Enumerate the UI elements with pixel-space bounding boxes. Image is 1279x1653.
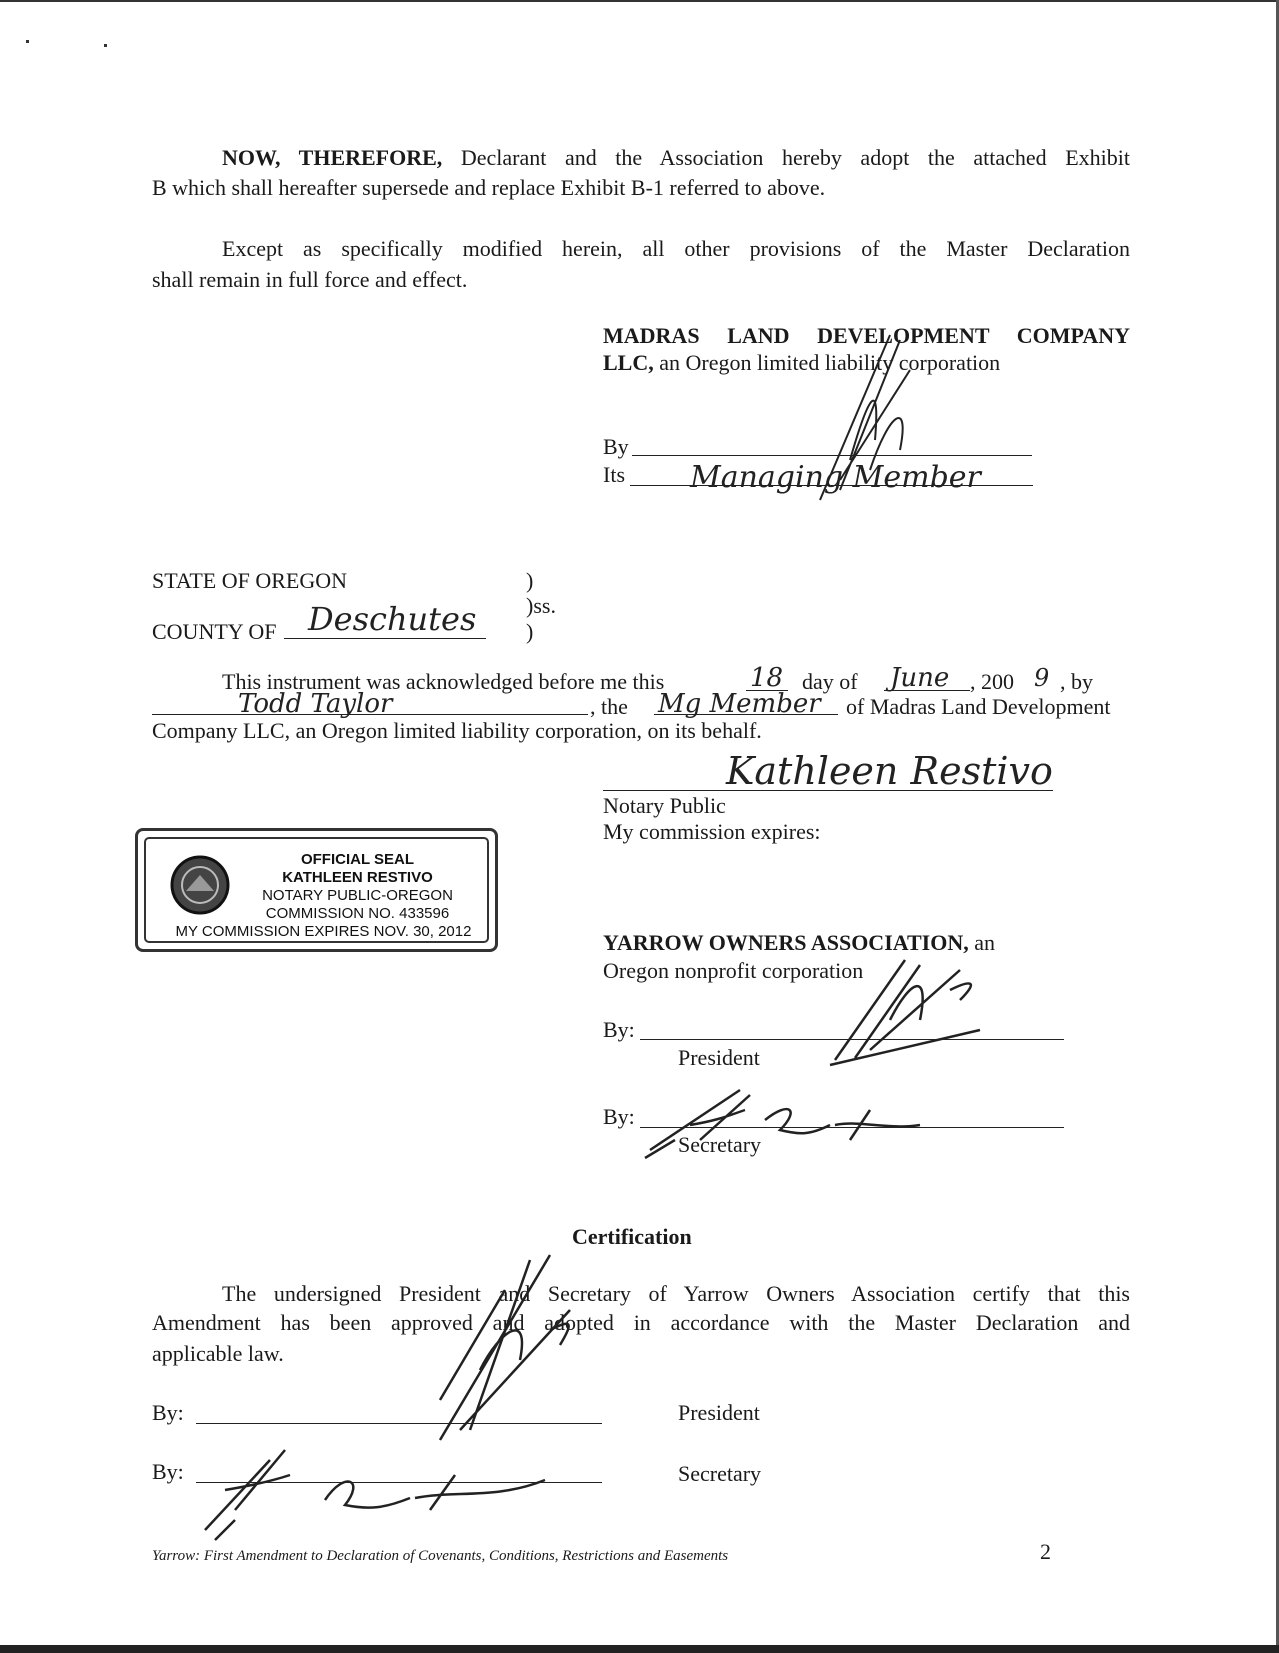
yarrow-secretary-label: Secretary — [678, 1132, 762, 1157]
ack-year-prefix: , 200 — [970, 669, 1014, 694]
yarrow-by-1: By: — [603, 1017, 635, 1042]
ack-year-digit: 9 — [1034, 664, 1050, 692]
certification-by-1: By: — [152, 1400, 184, 1425]
certification-line-1: The undersigned President and Secretary of Yarrow Owners Association certify that this — [222, 1281, 1130, 1306]
certification-secretary-signature — [195, 1430, 575, 1540]
yarrow-president-signature — [810, 950, 990, 1070]
state-of-oregon: STATE OF OREGON — [152, 568, 348, 593]
now-therefore-lead: NOW, THEREFORE, — [222, 145, 443, 170]
ack-month-handwriting — [884, 658, 974, 694]
venue-paren-3: ) — [526, 619, 534, 644]
paragraph-1-text: Declarant and the Association hereby adopt the attached Exhibit — [442, 145, 1130, 170]
yarrow-corp-line: Oregon nonprofit corporation — [603, 958, 864, 983]
ack-by: , by — [1060, 669, 1093, 694]
ack-text-1: This instrument was acknowledged before me this — [222, 669, 665, 694]
yarrow-name-rest: an — [968, 930, 996, 955]
madras-its-handwritten-text: Managing Member — [690, 460, 981, 495]
notary-signature-text: Kathleen Restivo — [726, 749, 1053, 793]
ack-name-text: Todd Taylor — [238, 689, 393, 719]
ack-year-handwriting — [1032, 660, 1060, 694]
paragraph-2-line-2: shall remain in full force and effect. — [152, 267, 468, 292]
venue-ss: )ss. — [526, 593, 556, 618]
yarrow-by-2: By: — [603, 1104, 635, 1129]
notary-commission-label: My commission expires: — [603, 819, 821, 844]
state-seal-emblem-icon — [168, 853, 232, 917]
certification-line-3: applicable law. — [152, 1341, 284, 1366]
notary-public-label: Notary Public — [603, 793, 726, 818]
ack-title-text: Mg Member — [658, 689, 821, 719]
county-handwritten-text: Deschutes — [308, 600, 477, 638]
certification-by-2: By: — [152, 1459, 184, 1484]
ack-name-handwriting — [230, 684, 490, 720]
ack-the: , the — [590, 694, 628, 719]
seal-line-3: NOTARY PUBLIC-OREGON — [262, 887, 453, 904]
ack-title-handwriting — [654, 684, 840, 720]
county-handwriting — [290, 590, 490, 640]
certification-line-2: Amendment has been approved and adopted in accordance with the Master Declaration and — [152, 1310, 1130, 1335]
madras-company-name: MADRAS LAND DEVELOPMENT COMPANY — [603, 323, 1130, 348]
ack-month-text: June — [890, 663, 950, 693]
page-edge-top — [0, 0, 1279, 2]
ack-line-3: Company LLC, an Oregon limited liability corporation, on its behalf. — [152, 718, 762, 743]
yarrow-president-label: President — [678, 1045, 760, 1070]
yarrow-name-bold: YARROW OWNERS ASSOCIATION, — [603, 930, 969, 955]
certification-president-label: President — [678, 1400, 760, 1425]
madras-llc-rest: an Oregon limited liability corporation — [653, 350, 1001, 375]
paragraph-1-line-1 — [152, 143, 1130, 173]
certification-heading: Certification — [572, 1224, 692, 1249]
madras-its-label: Its — [603, 462, 625, 487]
certification-president-signature — [380, 1250, 580, 1450]
certification-secretary-label: Secretary — [678, 1461, 762, 1486]
ack-part-4: of Madras Land Development — [846, 694, 1111, 719]
paragraph-1-line-2: B which shall hereafter supersede and replace Exhibit B-1 referred to above. — [152, 175, 826, 200]
seal-line-5: MY COMMISSION EXPIRES NOV. 30, 2012 — [175, 923, 472, 940]
madras-signature — [780, 330, 920, 510]
paragraph-2-line-1: Except as specifically modified herein, all other provisions of the Master Declaration — [222, 236, 1130, 261]
scan-speck-1 — [26, 40, 29, 43]
madras-llc-bold: LLC, — [603, 350, 654, 375]
ack-day-of: day of — [802, 669, 858, 694]
county-of-label: COUNTY OF — [152, 619, 277, 644]
official-seal-stamp — [135, 828, 498, 952]
footer-text: Yarrow: First Amendment to Declaration of Covenants, Conditions, Restrictions and Easements — [152, 1548, 729, 1564]
ack-day-text: 18 — [750, 663, 784, 693]
page-number: 2 — [1040, 1539, 1051, 1564]
madras-by-label: By — [603, 434, 629, 459]
scan-speck-2 — [104, 44, 107, 47]
seal-line-2: KATHLEEN RESTIVO — [282, 869, 433, 886]
seal-line-4: COMMISSION NO. 433596 — [265, 905, 450, 922]
yarrow-secretary-signature — [630, 1080, 960, 1160]
venue-paren-1: ) — [526, 568, 534, 593]
seal-line-1: OFFICIAL SEAL — [300, 851, 415, 868]
page-edge-bottom — [0, 1645, 1279, 1653]
